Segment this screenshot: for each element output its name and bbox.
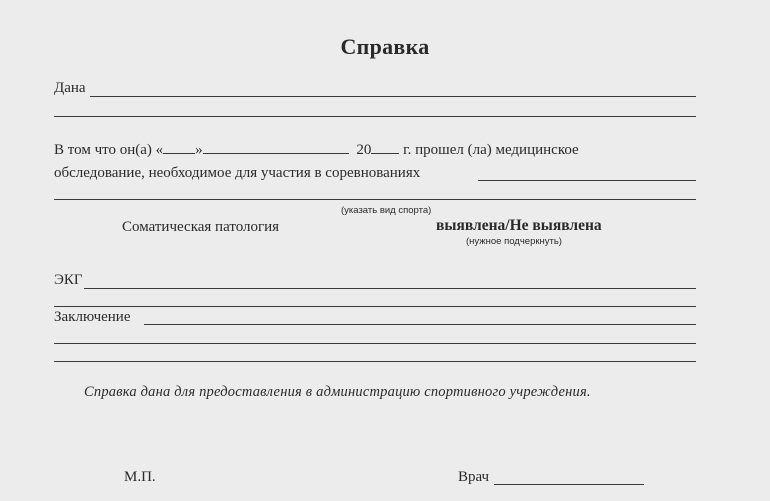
underline-hint: (нужное подчеркнуть): [466, 236, 562, 247]
somatic-options[interactable]: выявлена/Не выявлена: [436, 217, 602, 234]
sport-hint: (указать вид спорта): [341, 205, 432, 216]
somatic-label: Соматическая патология: [122, 219, 280, 235]
conclusion-label: Заключение: [54, 309, 131, 325]
quote-open: «: [155, 142, 164, 158]
certify-suffix: г. прошел (ла) медицинское: [403, 142, 579, 158]
day-blank[interactable]: [163, 140, 195, 154]
ecg-line[interactable]: [84, 288, 696, 289]
ecg-line-2[interactable]: [54, 306, 696, 307]
doctor-label: Врач: [458, 469, 490, 485]
stamp-label: М.П.: [124, 469, 156, 485]
issued-to-label: Дана: [54, 80, 86, 96]
certify-prefix: В том что он(а): [54, 142, 152, 158]
footer-note: Справка дана для предоставления в администрацию спортивного учреждения.: [84, 384, 591, 400]
quote-close: »: [195, 142, 203, 158]
certify-line: [54, 140, 579, 159]
issued-to-line-2[interactable]: [54, 116, 696, 117]
month-blank[interactable]: [203, 140, 349, 154]
year-blank[interactable]: [371, 140, 399, 154]
year-prefix: 20: [356, 142, 372, 158]
exam-line-text: обследование, необходимое для участия в соревнованиях: [54, 165, 421, 181]
doctor-signature-line[interactable]: [494, 484, 644, 485]
page-title: Справка: [340, 34, 430, 59]
sport-line[interactable]: [478, 180, 696, 181]
sport-line-2[interactable]: [54, 199, 696, 200]
conclusion-line[interactable]: [144, 324, 696, 325]
conclusion-line-2[interactable]: [54, 343, 696, 344]
ecg-label: ЭКГ: [54, 272, 83, 288]
conclusion-line-3[interactable]: [54, 361, 696, 362]
issued-to-line[interactable]: [90, 96, 696, 97]
